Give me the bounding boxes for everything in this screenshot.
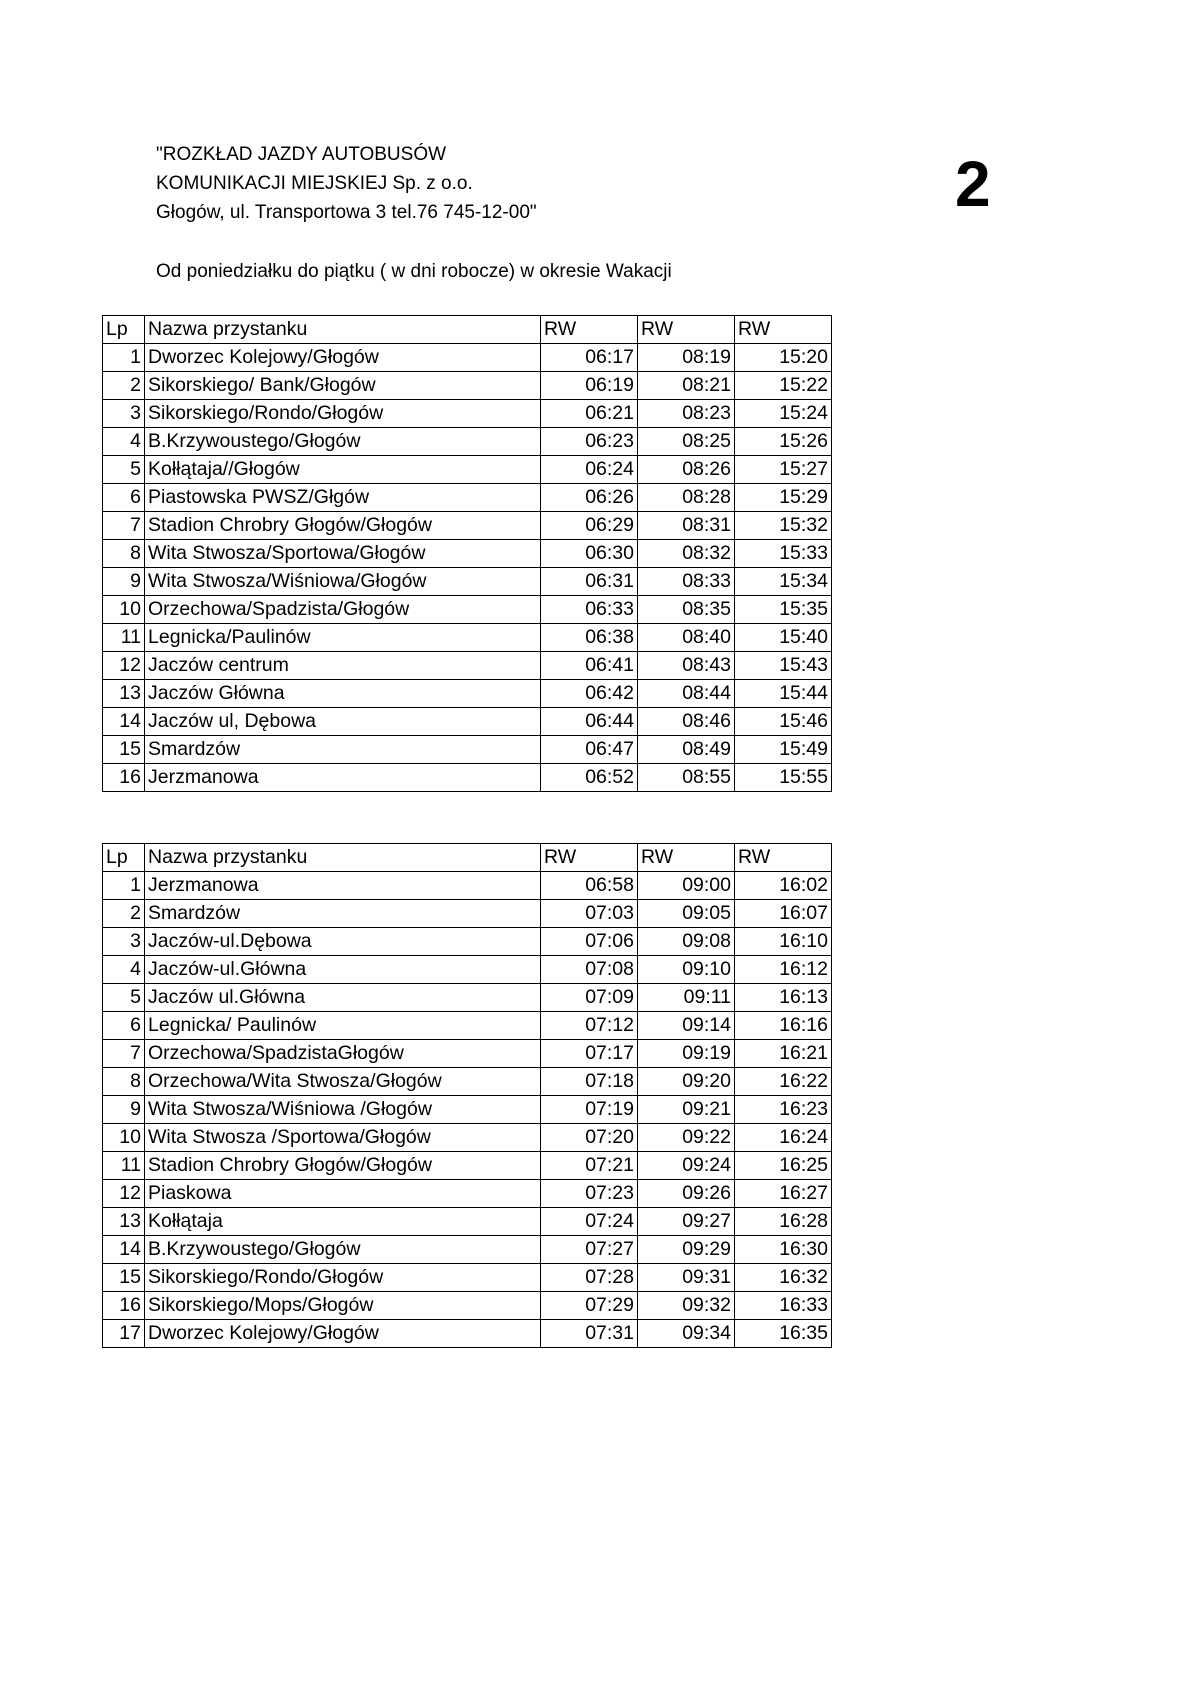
row-number-cell: 15: [103, 1264, 145, 1292]
table-row: [103, 568, 832, 596]
departure-time-cell: 08:21: [638, 372, 735, 400]
table-row: [103, 624, 832, 652]
column-header-name: Nazwa przystanku: [145, 316, 541, 344]
table-row: [103, 1236, 832, 1264]
row-number-cell: 6: [103, 484, 145, 512]
departure-time-cell: 06:41: [541, 652, 638, 680]
departure-time-cell: 16:33: [735, 1292, 832, 1320]
departure-time-cell: 16:35: [735, 1320, 832, 1348]
table-row: [103, 512, 832, 540]
table-row: [103, 1012, 832, 1040]
departure-time-cell: 07:19: [541, 1096, 638, 1124]
departure-time-cell: 16:10: [735, 928, 832, 956]
timetable-outbound: [102, 315, 832, 792]
departure-time-cell: 08:26: [638, 456, 735, 484]
column-header-rw-3: RW: [735, 844, 832, 872]
table-row: [103, 372, 832, 400]
departure-time-cell: 06:33: [541, 596, 638, 624]
departure-time-cell: 09:29: [638, 1236, 735, 1264]
departure-time-cell: 15:32: [735, 512, 832, 540]
departure-time-cell: 15:24: [735, 400, 832, 428]
departure-time-cell: 16:27: [735, 1180, 832, 1208]
column-header-lp: Lp: [103, 844, 145, 872]
departure-time-cell: 16:16: [735, 1012, 832, 1040]
table-row: [103, 1152, 832, 1180]
departure-time-cell: 16:23: [735, 1096, 832, 1124]
row-number-cell: 13: [103, 1208, 145, 1236]
stop-name-cell: Wita Stwosza/Sportowa/Głogów: [145, 540, 541, 568]
departure-time-cell: 09:19: [638, 1040, 735, 1068]
departure-time-cell: 07:08: [541, 956, 638, 984]
departure-time-cell: 09:32: [638, 1292, 735, 1320]
departure-time-cell: 06:52: [541, 764, 638, 792]
column-header-rw-2: RW: [638, 844, 735, 872]
departure-time-cell: 06:38: [541, 624, 638, 652]
departure-time-cell: 16:32: [735, 1264, 832, 1292]
departure-time-cell: 07:27: [541, 1236, 638, 1264]
row-number-cell: 14: [103, 1236, 145, 1264]
table-row: [103, 428, 832, 456]
table-row: [103, 1096, 832, 1124]
row-number-cell: 8: [103, 540, 145, 568]
column-header-lp: Lp: [103, 316, 145, 344]
departure-time-cell: 09:20: [638, 1068, 735, 1096]
departure-time-cell: 06:29: [541, 512, 638, 540]
table-row: [103, 596, 832, 624]
departure-time-cell: 08:33: [638, 568, 735, 596]
departure-time-cell: 09:34: [638, 1320, 735, 1348]
stop-name-cell: Jerzmanowa: [145, 764, 541, 792]
stop-name-cell: Orzechowa/Wita Stwosza/Głogów: [145, 1068, 541, 1096]
row-number-cell: 13: [103, 680, 145, 708]
departure-time-cell: 16:07: [735, 900, 832, 928]
departure-time-cell: 15:22: [735, 372, 832, 400]
stop-name-cell: Wita Stwosza /Sportowa/Głogów: [145, 1124, 541, 1152]
departure-time-cell: 15:44: [735, 680, 832, 708]
departure-time-cell: 07:06: [541, 928, 638, 956]
stop-name-cell: Jaczów-ul.Główna: [145, 956, 541, 984]
departure-time-cell: 16:24: [735, 1124, 832, 1152]
stop-name-cell: Jaczów-ul.Dębowa: [145, 928, 541, 956]
departure-time-cell: 08:46: [638, 708, 735, 736]
departure-time-cell: 08:35: [638, 596, 735, 624]
departure-time-cell: 15:49: [735, 736, 832, 764]
stop-name-cell: Legnicka/Paulinów: [145, 624, 541, 652]
table-row: [103, 652, 832, 680]
departure-time-cell: 15:46: [735, 708, 832, 736]
departure-time-cell: 08:43: [638, 652, 735, 680]
departure-time-cell: 08:19: [638, 344, 735, 372]
row-number-cell: 10: [103, 1124, 145, 1152]
departure-time-cell: 15:26: [735, 428, 832, 456]
stop-name-cell: Sikorskiego/Rondo/Głogów: [145, 1264, 541, 1292]
row-number-cell: 5: [103, 984, 145, 1012]
row-number-cell: 7: [103, 512, 145, 540]
column-header-rw-1: RW: [541, 316, 638, 344]
table-row: [103, 928, 832, 956]
route-number: 2: [955, 148, 991, 220]
departure-time-cell: 08:49: [638, 736, 735, 764]
row-number-cell: 3: [103, 928, 145, 956]
departure-time-cell: 15:20: [735, 344, 832, 372]
schedule-subtitle: Od poniedziałku do piątku ( w dni robocze) w okresie Wakacji: [156, 261, 672, 282]
stop-name-cell: Orzechowa/Spadzista/Głogów: [145, 596, 541, 624]
departure-time-cell: 07:03: [541, 900, 638, 928]
stop-name-cell: Orzechowa/SpadzistaGłogów: [145, 1040, 541, 1068]
row-number-cell: 7: [103, 1040, 145, 1068]
departure-time-cell: 16:12: [735, 956, 832, 984]
departure-time-cell: 06:19: [541, 372, 638, 400]
table-row: [103, 1208, 832, 1236]
departure-time-cell: 09:22: [638, 1124, 735, 1152]
stop-name-cell: Stadion Chrobry Głogów/Głogów: [145, 512, 541, 540]
departure-time-cell: 08:40: [638, 624, 735, 652]
departure-time-cell: 15:35: [735, 596, 832, 624]
departure-time-cell: 06:30: [541, 540, 638, 568]
departure-time-cell: 15:34: [735, 568, 832, 596]
stop-name-cell: Smardzów: [145, 900, 541, 928]
stop-name-cell: Dworzec Kolejowy/Głogów: [145, 344, 541, 372]
departure-time-cell: 16:22: [735, 1068, 832, 1096]
departure-time-cell: 06:58: [541, 872, 638, 900]
departure-time-cell: 09:24: [638, 1152, 735, 1180]
table-row: [103, 456, 832, 484]
row-number-cell: 16: [103, 1292, 145, 1320]
column-header-rw-1: RW: [541, 844, 638, 872]
table-row: [103, 1264, 832, 1292]
departure-time-cell: 15:33: [735, 540, 832, 568]
departure-time-cell: 09:14: [638, 1012, 735, 1040]
stop-name-cell: Jaczów ul.Główna: [145, 984, 541, 1012]
stop-name-cell: Smardzów: [145, 736, 541, 764]
row-number-cell: 10: [103, 596, 145, 624]
departure-time-cell: 09:08: [638, 928, 735, 956]
departure-time-cell: 09:31: [638, 1264, 735, 1292]
departure-time-cell: 07:18: [541, 1068, 638, 1096]
stop-name-cell: Wita Stwosza/Wiśniowa /Głogów: [145, 1096, 541, 1124]
departure-time-cell: 16:13: [735, 984, 832, 1012]
table-row: [103, 400, 832, 428]
departure-time-cell: 08:28: [638, 484, 735, 512]
stop-name-cell: Dworzec Kolejowy/Głogów: [145, 1320, 541, 1348]
row-number-cell: 6: [103, 1012, 145, 1040]
timetable-return: [102, 843, 832, 1348]
stop-name-cell: Stadion Chrobry Głogów/Głogów: [145, 1152, 541, 1180]
table-row: [103, 1068, 832, 1096]
stop-name-cell: Sikorskiego/ Bank/Głogów: [145, 372, 541, 400]
departure-time-cell: 09:00: [638, 872, 735, 900]
departure-time-cell: 06:44: [541, 708, 638, 736]
table-row: [103, 872, 832, 900]
table-row: [103, 764, 832, 792]
stop-name-cell: Jaczów ul, Dębowa: [145, 708, 541, 736]
table-row: [103, 708, 832, 736]
departure-time-cell: 15:29: [735, 484, 832, 512]
departure-time-cell: 08:55: [638, 764, 735, 792]
table-header-row: [103, 844, 832, 872]
departure-time-cell: 06:26: [541, 484, 638, 512]
row-number-cell: 9: [103, 568, 145, 596]
departure-time-cell: 09:05: [638, 900, 735, 928]
row-number-cell: 16: [103, 764, 145, 792]
departure-time-cell: 06:42: [541, 680, 638, 708]
stop-name-cell: Kołłątaja: [145, 1208, 541, 1236]
departure-time-cell: 09:11: [638, 984, 735, 1012]
departure-time-cell: 08:44: [638, 680, 735, 708]
stop-name-cell: Jaczów centrum: [145, 652, 541, 680]
departure-time-cell: 07:23: [541, 1180, 638, 1208]
departure-time-cell: 07:28: [541, 1264, 638, 1292]
departure-time-cell: 08:23: [638, 400, 735, 428]
row-number-cell: 4: [103, 428, 145, 456]
departure-time-cell: 06:24: [541, 456, 638, 484]
table-row: [103, 1040, 832, 1068]
stop-name-cell: B.Krzywoustego/Głogów: [145, 428, 541, 456]
departure-time-cell: 15:27: [735, 456, 832, 484]
departure-time-cell: 16:25: [735, 1152, 832, 1180]
stop-name-cell: B.Krzywoustego/Głogów: [145, 1236, 541, 1264]
departure-time-cell: 06:31: [541, 568, 638, 596]
table-row: [103, 1124, 832, 1152]
table-row: [103, 956, 832, 984]
company-header: [156, 140, 537, 227]
row-number-cell: 4: [103, 956, 145, 984]
stop-name-cell: Piastowska PWSZ/Głgów: [145, 484, 541, 512]
departure-time-cell: 09:27: [638, 1208, 735, 1236]
departure-time-cell: 16:21: [735, 1040, 832, 1068]
header-line-3: Głogów, ul. Transportowa 3 tel.76 745-12-00": [156, 202, 537, 223]
departure-time-cell: 06:47: [541, 736, 638, 764]
stop-name-cell: Sikorskiego/Mops/Głogów: [145, 1292, 541, 1320]
header-line-1: "ROZKŁAD JAZDY AUTOBUSÓW: [156, 144, 447, 165]
table-row: [103, 1292, 832, 1320]
table-row: [103, 680, 832, 708]
departure-time-cell: 16:02: [735, 872, 832, 900]
departure-time-cell: 07:24: [541, 1208, 638, 1236]
row-number-cell: 5: [103, 456, 145, 484]
table-row: [103, 900, 832, 928]
departure-time-cell: 07:29: [541, 1292, 638, 1320]
row-number-cell: 11: [103, 1152, 145, 1180]
departure-time-cell: 07:09: [541, 984, 638, 1012]
departure-time-cell: 07:20: [541, 1124, 638, 1152]
departure-time-cell: 07:21: [541, 1152, 638, 1180]
row-number-cell: 2: [103, 372, 145, 400]
row-number-cell: 9: [103, 1096, 145, 1124]
departure-time-cell: 08:25: [638, 428, 735, 456]
column-header-name: Nazwa przystanku: [145, 844, 541, 872]
departure-time-cell: 06:21: [541, 400, 638, 428]
column-header-rw-2: RW: [638, 316, 735, 344]
departure-time-cell: 15:40: [735, 624, 832, 652]
table-row: [103, 1320, 832, 1348]
stop-name-cell: Sikorskiego/Rondo/Głogów: [145, 400, 541, 428]
row-number-cell: 17: [103, 1320, 145, 1348]
column-header-rw-3: RW: [735, 316, 832, 344]
departure-time-cell: 09:10: [638, 956, 735, 984]
departure-time-cell: 08:32: [638, 540, 735, 568]
table-header-row: [103, 316, 832, 344]
table-row: [103, 344, 832, 372]
row-number-cell: 11: [103, 624, 145, 652]
row-number-cell: 2: [103, 900, 145, 928]
departure-time-cell: 06:17: [541, 344, 638, 372]
stop-name-cell: Jaczów Główna: [145, 680, 541, 708]
table-row: [103, 1180, 832, 1208]
table-row: [103, 540, 832, 568]
stop-name-cell: Jerzmanowa: [145, 872, 541, 900]
table-row: [103, 484, 832, 512]
row-number-cell: 1: [103, 872, 145, 900]
row-number-cell: 12: [103, 652, 145, 680]
stop-name-cell: Wita Stwosza/Wiśniowa/Głogów: [145, 568, 541, 596]
departure-time-cell: 09:21: [638, 1096, 735, 1124]
departure-time-cell: 09:26: [638, 1180, 735, 1208]
row-number-cell: 12: [103, 1180, 145, 1208]
row-number-cell: 14: [103, 708, 145, 736]
departure-time-cell: 16:28: [735, 1208, 832, 1236]
departure-time-cell: 07:12: [541, 1012, 638, 1040]
row-number-cell: 15: [103, 736, 145, 764]
header-line-2: KOMUNIKACJI MIEJSKIEJ Sp. z o.o.: [156, 173, 473, 194]
stop-name-cell: Legnicka/ Paulinów: [145, 1012, 541, 1040]
departure-time-cell: 08:31: [638, 512, 735, 540]
departure-time-cell: 07:31: [541, 1320, 638, 1348]
departure-time-cell: 16:30: [735, 1236, 832, 1264]
table-row: [103, 984, 832, 1012]
departure-time-cell: 07:17: [541, 1040, 638, 1068]
departure-time-cell: 15:55: [735, 764, 832, 792]
row-number-cell: 1: [103, 344, 145, 372]
stop-name-cell: Kołłątaja//Głogów: [145, 456, 541, 484]
stop-name-cell: Piaskowa: [145, 1180, 541, 1208]
row-number-cell: 8: [103, 1068, 145, 1096]
row-number-cell: 3: [103, 400, 145, 428]
table-row: [103, 736, 832, 764]
departure-time-cell: 06:23: [541, 428, 638, 456]
departure-time-cell: 15:43: [735, 652, 832, 680]
